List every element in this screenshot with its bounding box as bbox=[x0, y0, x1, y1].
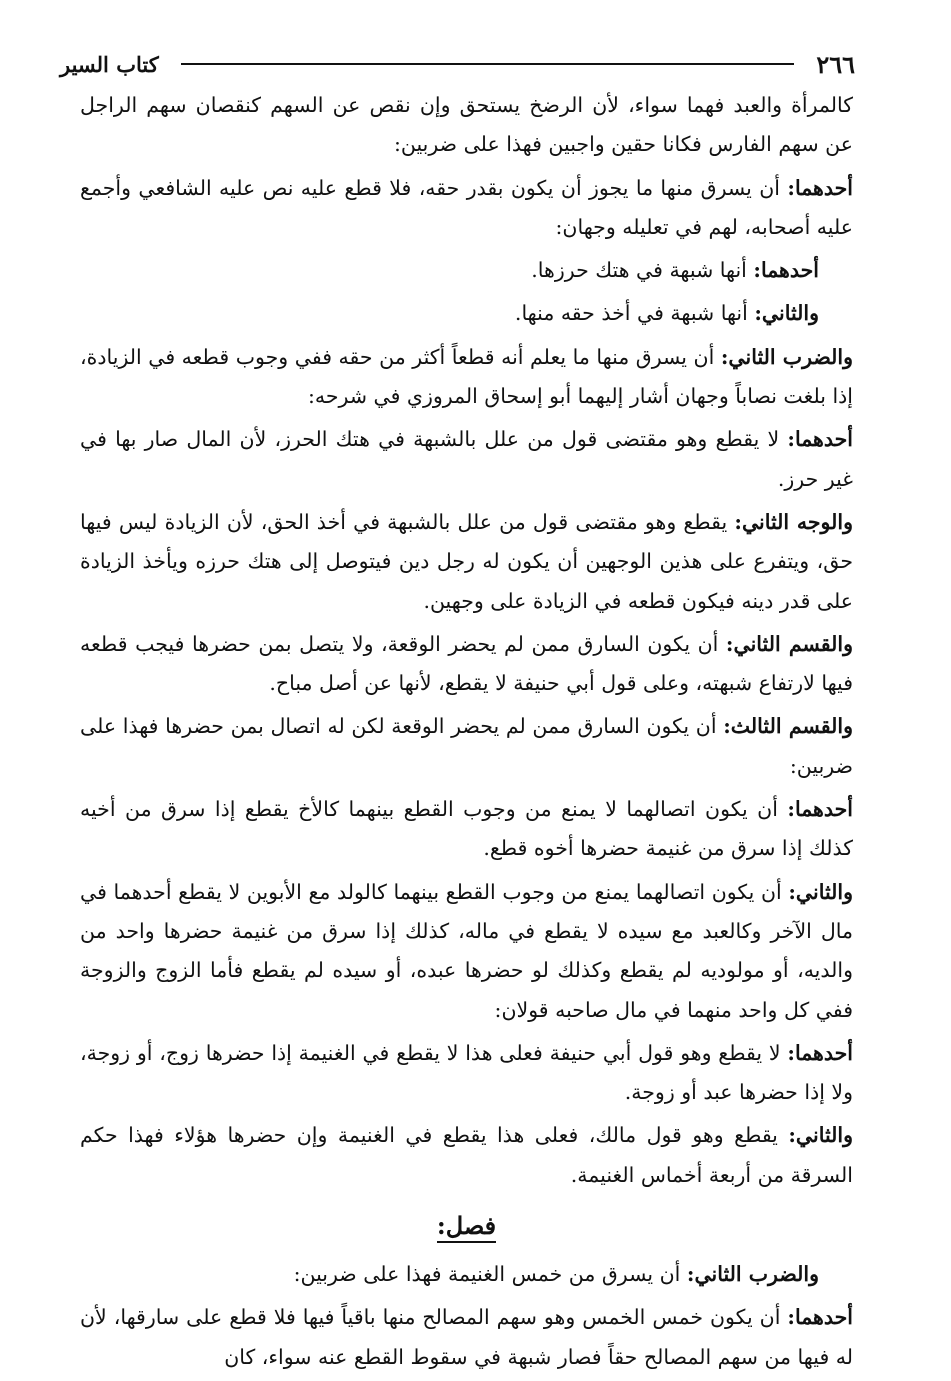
paragraph-lead: والضرب الثاني: bbox=[720, 344, 853, 369]
paragraph-text: يقطع وهو قول مالك، فعلى هذا يقطع في الغنيمة وإن حضرها هؤلاء فهذا حكم السرقة من أربعة أخماس الغنيمة. bbox=[80, 1123, 853, 1187]
paragraph-lead: أحدهما: bbox=[787, 797, 853, 822]
page-number: ٢٦٦ bbox=[816, 49, 855, 79]
paragraph-lead: أحدهما: bbox=[787, 1040, 853, 1065]
paragraph-lead: والضرب الثاني: bbox=[686, 1262, 819, 1287]
paragraph-lead: والوجه الثاني: bbox=[734, 509, 853, 534]
section-heading bbox=[80, 1205, 853, 1247]
paragraph bbox=[80, 294, 853, 333]
paragraph-lead: والقسم الثاني: bbox=[725, 631, 853, 656]
paragraph bbox=[80, 790, 853, 869]
paragraph-lead: والقسم الثالث: bbox=[723, 714, 853, 739]
paragraph-text: أن يسرق من خمس الغنيمة فهذا على ضربين: bbox=[293, 1262, 687, 1287]
paragraph-text: أن يسرق منها ما يعلم أنه قطعاً أكثر من حقه ففي وجوب قطعه في الزيادة، إذا بلغت نصاباً وجهان أشار إليهما أبو إسحاق المروزي في شرحه: bbox=[80, 344, 853, 409]
paragraph bbox=[80, 707, 853, 786]
paragraphs-after-section bbox=[80, 1255, 853, 1377]
paragraph-text: يقطع وهو مقتضى قول من علل بالشبهة في أخذ الحق، لأن الزيادة ليس فيها حق، ويتفرع على هذين الوجهين أن يكون له رجل دين فيتوصل إلى هتك حرزه ويأخذ الزيادة على قدر دينه فيكون قطعه في الزيادة على وجهين. bbox=[80, 509, 853, 613]
paragraph-lead: والثاني: bbox=[788, 1123, 853, 1148]
section-title: فصل: bbox=[437, 1211, 496, 1243]
paragraph-text: أن يكون خمس الخمس وهو سهم المصالح منها باقياً فيها فلا قطع على سارقها، لأن له فيها من سهم المصالح حقاً فصار شبهة في سقوط القطع عنه سواء، كان bbox=[80, 1305, 853, 1369]
paragraph-lead: والثاني: bbox=[754, 301, 819, 326]
paragraph-text: أن يكون اتصالهما لا يمنع من وجوب القطع بينهما كالأخ يقطع إذا سرق من أخيه كذلك إذا سرق من غنيمة حضرها أخوه قطع. bbox=[80, 797, 853, 861]
paragraph bbox=[80, 1034, 853, 1113]
paragraph bbox=[80, 86, 853, 165]
paragraph-text: لا يقطع وهو مقتضى قول من علل بالشبهة في هتك الحرز، لأن المال صار بها في غير حرز. bbox=[80, 427, 853, 491]
paragraph-text: أنها شبهة في أخذ حقه منها. bbox=[514, 301, 755, 326]
paragraph-lead: والثاني: bbox=[788, 879, 853, 904]
paragraph-lead: أحدهما: bbox=[753, 258, 819, 283]
paragraph bbox=[80, 420, 853, 499]
paragraph-text: أنها شبهة في هتك حرزها. bbox=[531, 258, 754, 283]
paragraph bbox=[80, 625, 853, 704]
paragraph bbox=[80, 1255, 853, 1294]
page-header bbox=[60, 44, 855, 84]
paragraph-lead: أحدهما: bbox=[787, 427, 853, 452]
paragraph-text: أن يسرق منها ما يجوز أن يكون بقدر حقه، فلا قطع عليه نص عليه الشافعي وأجمع عليه أصحابه، لهم في تعليله وجهان: bbox=[80, 175, 853, 239]
paragraph-text: أن يكون اتصالهما يمنع من وجوب القطع بينهما كالولد مع الأبوين لا يقطع أحدهما في مال الآخر وكالعبد مع سيده لا يقطع في ماله، كذلك إذا سرق من غنيمة حضرها واحد من والديه، أو مولوديه لم يقطع وكذلك لو حضرها عبده، أو سيده لم يقطع فأما الزوج والزوجة ففي كل واحد منهما في مال صاحبه قولان: bbox=[80, 879, 853, 1022]
paragraph-text: لا يقطع وهو قول أبي حنيفة فعلى هذا لا يقطع في الغنيمة إذا حضرها زوج، أو زوجة، ولا إذا حضرها عبد أو زوجة. bbox=[80, 1040, 853, 1105]
paragraph-text: أن يكون السارق ممن لم يحضر الوقعة، ولا يتصل بمن حضرها فيجب قطعه فيها لارتفاع شبهته، وعلى قول أبي حنيفة لا يقطع، لأنها عن أصل مباح. bbox=[80, 631, 853, 696]
paragraph-lead: أحدهما: bbox=[787, 175, 853, 200]
page-body bbox=[80, 86, 853, 1381]
paragraph bbox=[80, 503, 853, 621]
paragraph-text: أن يكون السارق ممن لم يحضر الوقعة لكن له اتصال بمن حضرها فهذا على ضربين: bbox=[80, 714, 853, 778]
paragraph bbox=[80, 873, 853, 1030]
paragraph bbox=[80, 251, 853, 290]
paragraph-lead: أحدهما: bbox=[787, 1305, 853, 1330]
book-title: كتاب السير bbox=[60, 51, 159, 77]
paragraph bbox=[80, 338, 853, 417]
paragraph-text: كالمرأة والعبد فهما سواء، لأن الرضخ يستحق وإن نقص عن السهم كنقصان سهم الراجل عن سهم الفارس فكانا حقين واجبين فهذا على ضربين: bbox=[80, 93, 853, 157]
header-rule bbox=[181, 63, 795, 65]
paragraph bbox=[80, 1298, 853, 1377]
paragraph bbox=[80, 1116, 853, 1195]
paragraph bbox=[80, 169, 853, 248]
paragraphs-before-section bbox=[80, 86, 853, 1195]
